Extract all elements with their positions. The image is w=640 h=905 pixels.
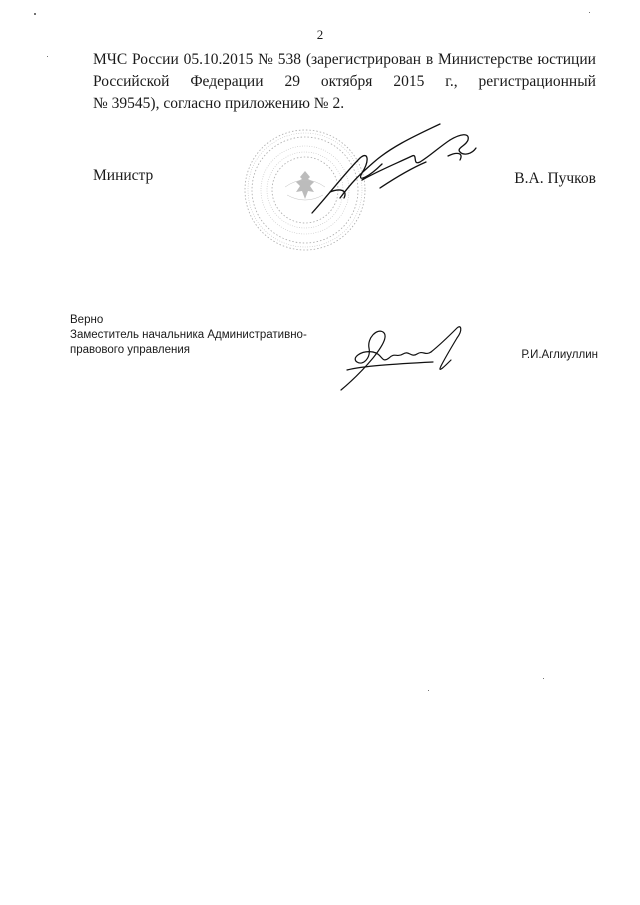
scan-speck	[34, 13, 36, 15]
paragraph-line-1	[93, 52, 596, 74]
certification-block	[70, 313, 307, 358]
scan-speck	[543, 678, 544, 679]
verno-label: Верно	[70, 314, 104, 326]
page-number: 2	[316, 27, 324, 42]
paragraph-line-3: № 39545), согласно приложению № 2.	[93, 95, 345, 112]
position-line-2: правового управления	[70, 344, 191, 356]
scan-speck	[589, 12, 590, 13]
word: Федерации	[190, 73, 264, 90]
word: России	[132, 51, 179, 68]
word: (зарегистрирован	[305, 51, 421, 68]
word: Российской	[93, 73, 170, 90]
word: 05.10.2015	[183, 51, 254, 68]
word: регистрационный	[478, 73, 596, 90]
word: 29	[284, 73, 300, 90]
minister-title: Министр	[93, 167, 154, 184]
word: г.,	[445, 73, 458, 90]
certifier-signature	[333, 322, 473, 392]
scan-speck	[428, 690, 429, 691]
word: МЧС	[93, 51, 128, 68]
word: юстиции	[537, 51, 596, 68]
paragraph-line-2	[93, 74, 596, 96]
scan-speck	[47, 56, 48, 57]
word: в	[425, 51, 434, 68]
word: 2015	[393, 73, 425, 90]
position-line-1: Заместитель начальника Административно-	[70, 329, 307, 341]
word: Министерстве	[437, 51, 533, 68]
word: 538	[277, 51, 302, 68]
minister-name: В.А. Пучков	[514, 170, 596, 187]
word: №	[258, 51, 273, 68]
minister-signature	[300, 118, 485, 218]
body-paragraph	[93, 52, 596, 118]
word: октября	[320, 73, 373, 90]
certifier-name: Р.И.Аглиуллин	[521, 349, 598, 361]
